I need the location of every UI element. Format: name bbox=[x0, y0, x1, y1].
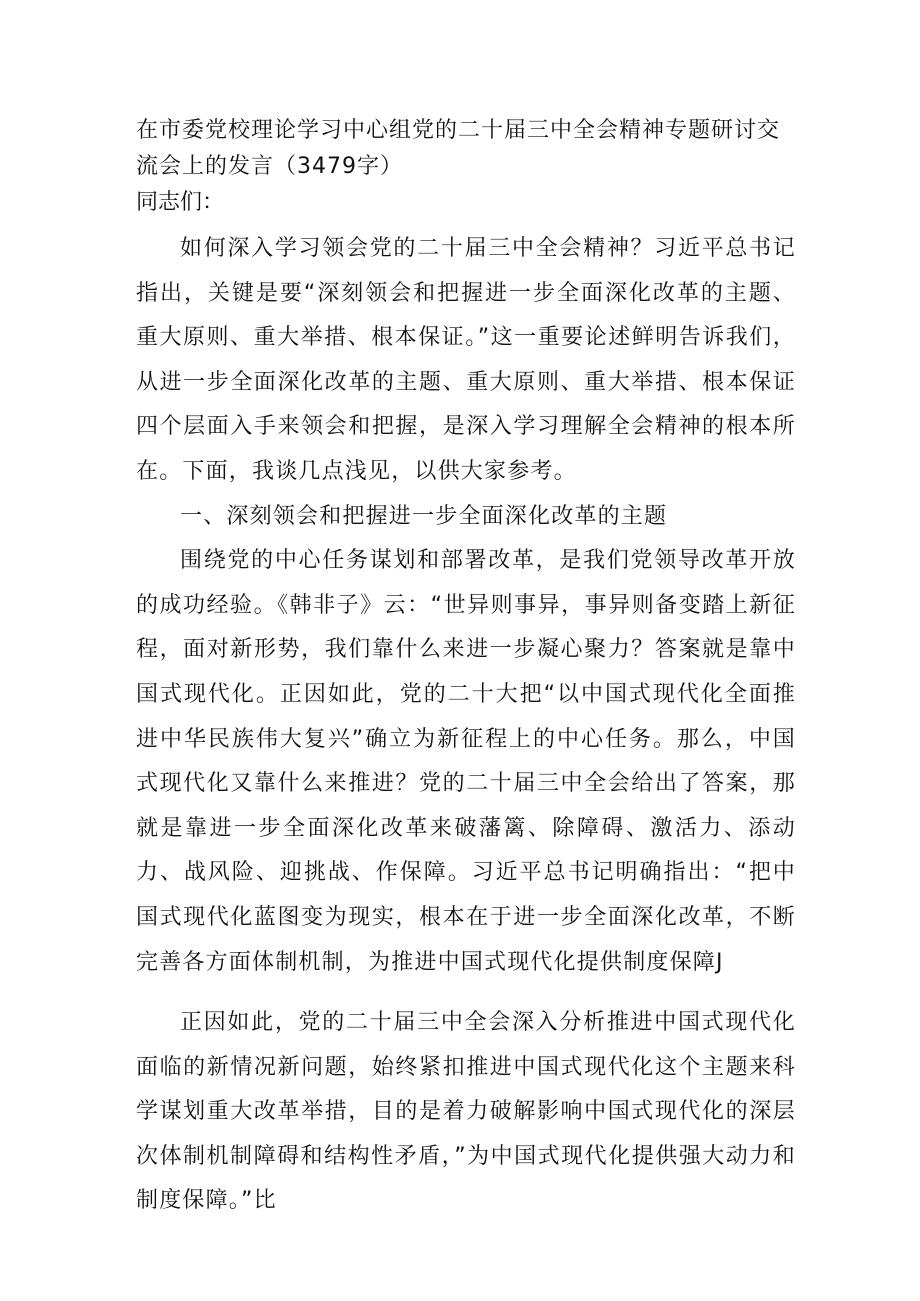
paragraph-gap bbox=[136, 985, 796, 1001]
paragraph-theme: 围绕党的中心任务谋划和部署改革，是我们党领导改革开放的成功经验。《韩非子》云：“世异则事异，事异则备变踏上新征程，面对新形势，我们靠什么来进一步凝心聚力？答案就是靠中国式现代化。正因如此，党的二十大把“以中国式现代化全面推进中华民族伟大复兴”确立为新征程上的中心任务。那么，中国式现代化又靠什么来推进？党的二十届三中全会给出了答案，那就是靠进一步全面深化改革来破藩篱、除障碍、激活力、添动力、战风险、迎挑战、作保障。习近平总书记明确指出：“把中国式现代化蓝图变为现实，根本在于进一步全面深化改革，不断完善各方面体制机制，为推进中国式现代化提供制度保障J bbox=[136, 548, 796, 975]
document-title: 在市委党校理论学习中心组党的二十届三中全会精神专题研讨交流会上的发言（3479字） bbox=[136, 118, 781, 179]
salutation: 同志们： bbox=[136, 190, 225, 215]
section-heading-1: 一、深刻领会和把握进一步全面深化改革的主题 bbox=[180, 503, 668, 529]
document-body bbox=[136, 113, 796, 1224]
paragraph-intro: 如何深入学习领会党的二十届三中全会精神？习近平总书记指出，关键是要“深刻领会和把握进一步全面深化改革的主题、重大原则、重大举措、根本保证。”这一重要论述鲜明告诉我们，从进一步全面深化改革的主题、重大原则、重大举措、根本保证四个层面入手来领会和把握，是深入学习理解全会精神的根本所在。下面，我谈几点浅见，以供大家参考。 bbox=[136, 236, 796, 484]
paragraph-continuation: 正因如此，党的二十届三中全会深入分析推进中国式现代化面临的新情况新问题，始终紧扣推进中国式现代化这个主题来科学谋划重大改革举措，目的是着力破解影响中国式现代化的深层次体制机制障碍和结构性矛盾，”为中国式现代化提供强大动力和制度保障。”比 bbox=[136, 1010, 796, 1214]
